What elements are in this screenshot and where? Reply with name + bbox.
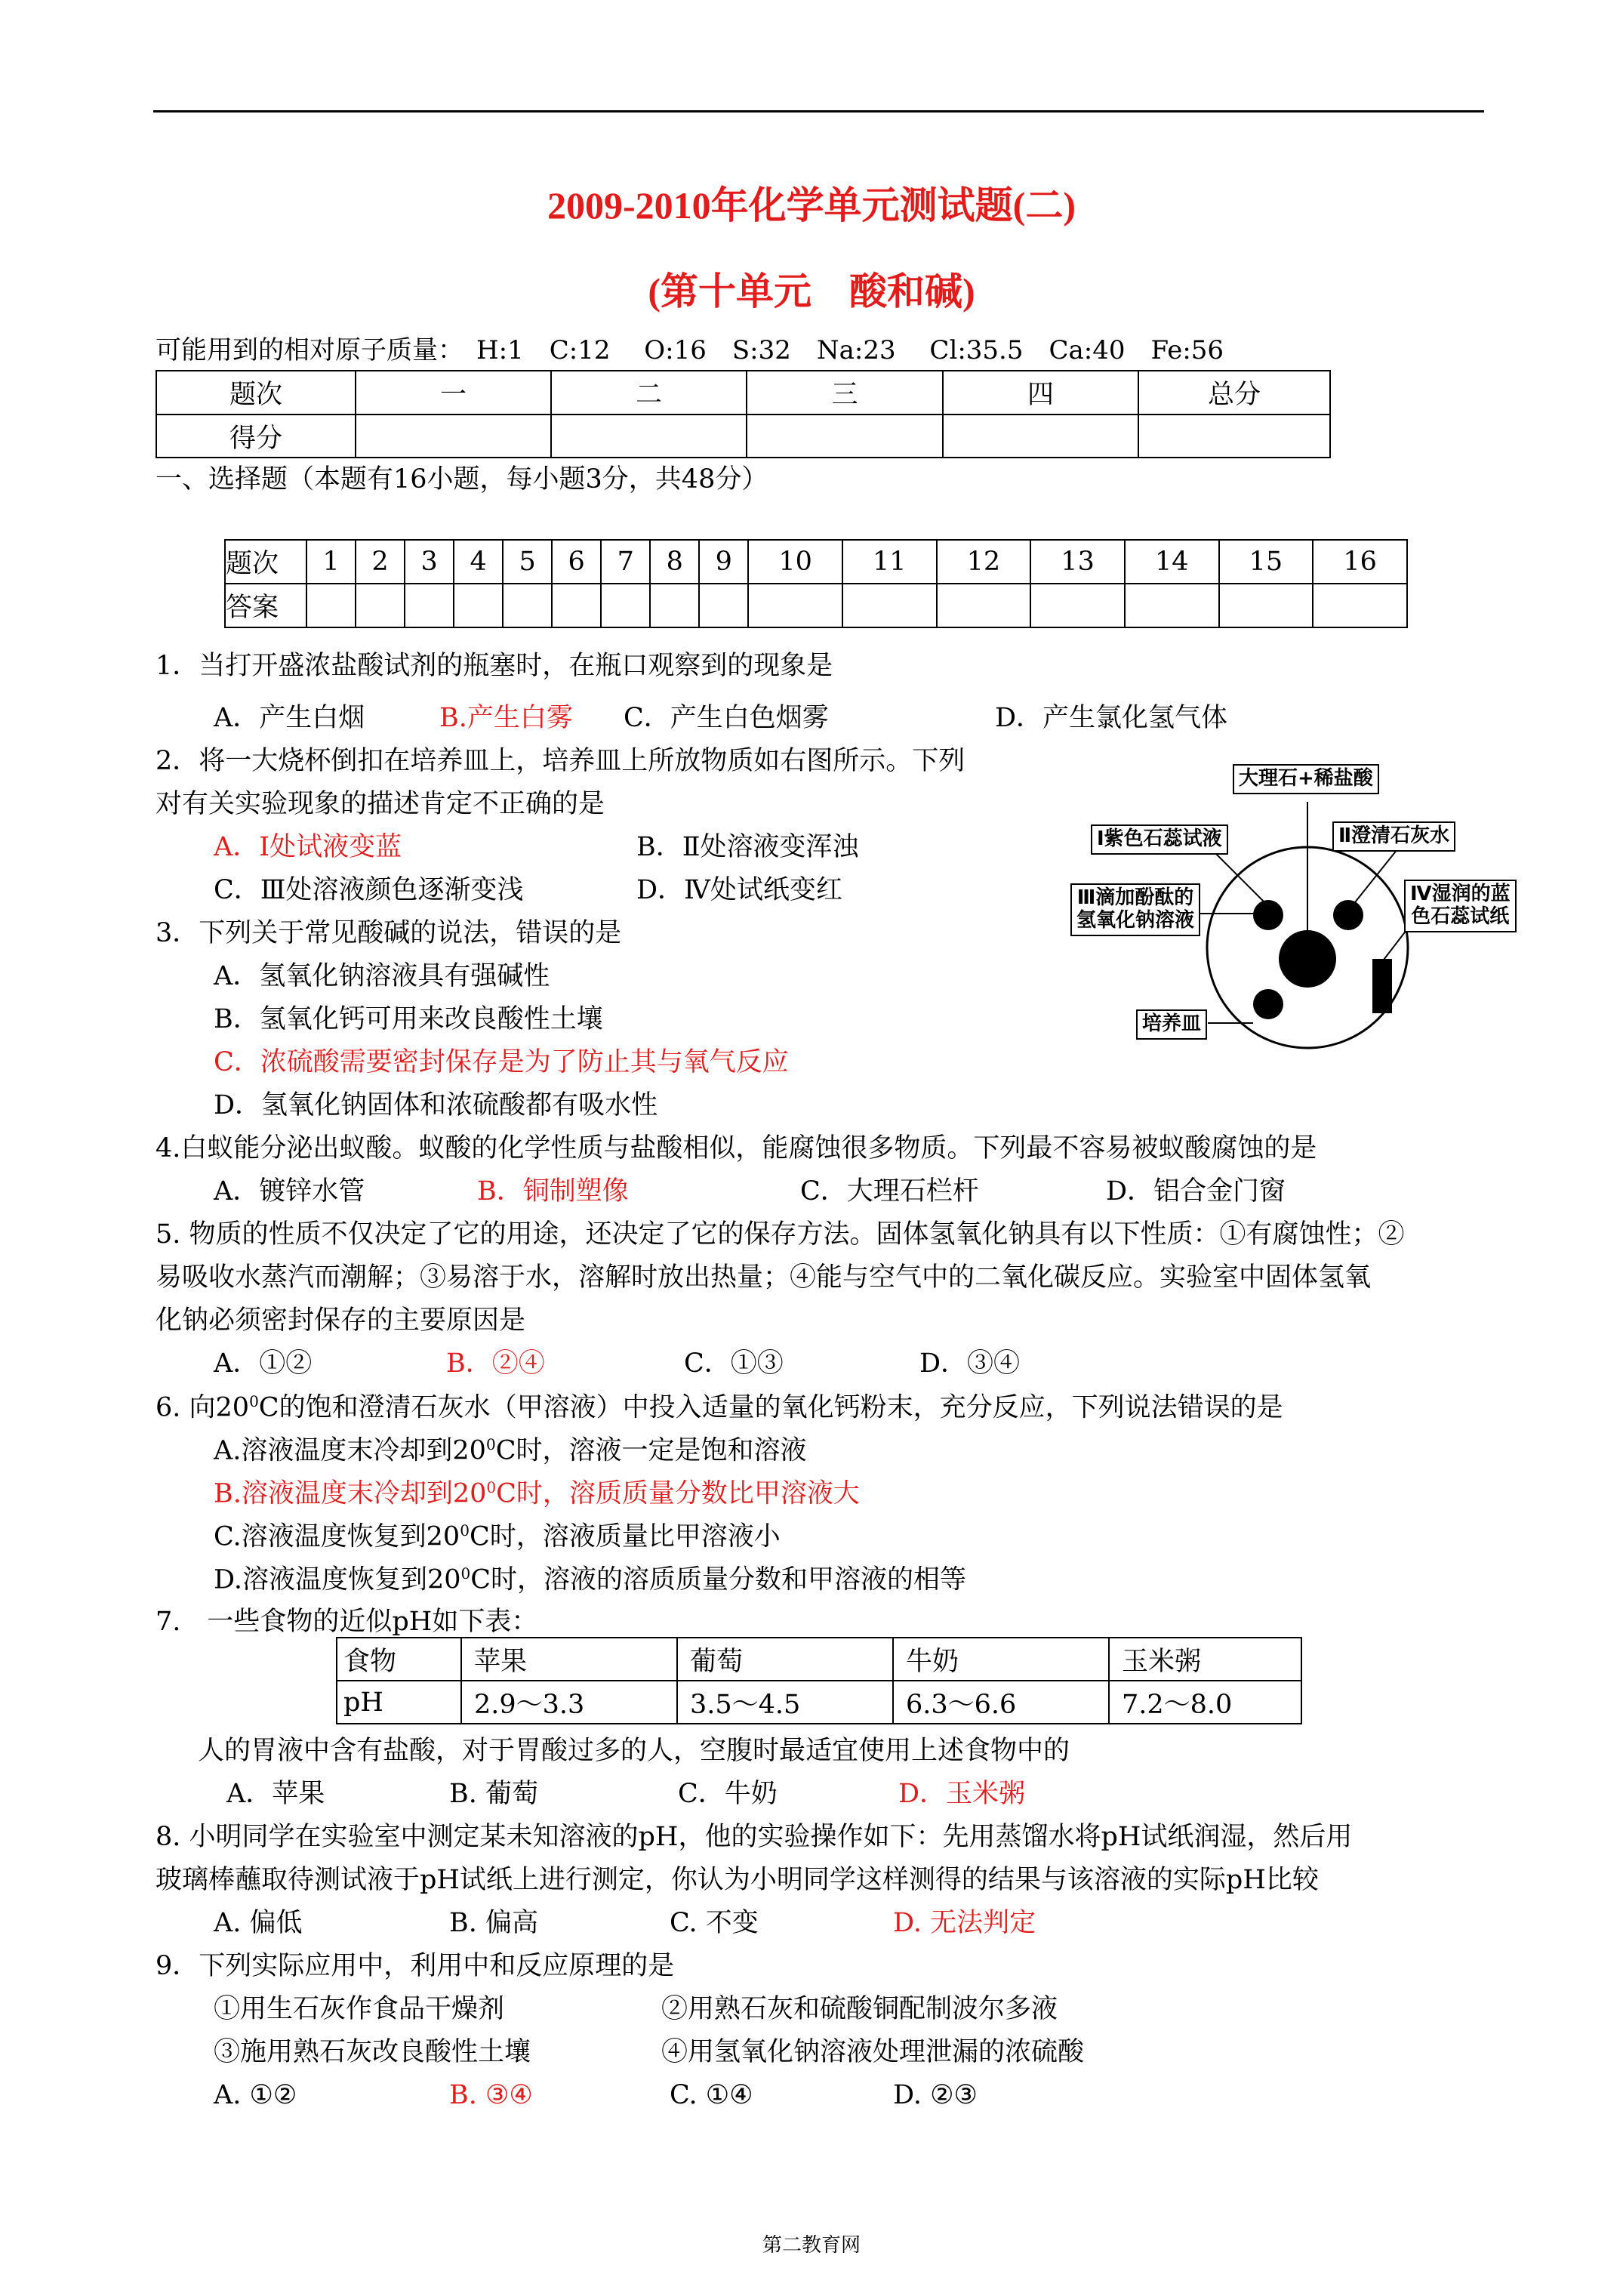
answer-cell[interactable] bbox=[1313, 584, 1407, 627]
answer-cell[interactable] bbox=[503, 584, 552, 627]
paper-iv bbox=[1372, 959, 1392, 1013]
answer-number-cell: 10 bbox=[748, 540, 842, 584]
score-cell[interactable] bbox=[1138, 415, 1330, 458]
q6-option-a bbox=[214, 1437, 806, 1465]
answer-number-cell: 2 bbox=[356, 540, 405, 584]
q9-item-2: ②用熟石灰和硫酸铜配制波尔多液 bbox=[661, 1994, 1058, 2024]
answer-number-cell: 11 bbox=[842, 540, 937, 584]
page-subtitle: (第十单元 酸和碱) bbox=[648, 270, 975, 313]
q5-option-c: C．①③ bbox=[684, 1348, 784, 1379]
label-iv-line1: Ⅳ湿润的蓝 bbox=[1410, 883, 1511, 905]
q9-stem: 9．下列实际应用中，利用中和反应原理的是 bbox=[156, 1951, 675, 1981]
q2-option-a: A．Ⅰ处试液变蓝 bbox=[214, 832, 402, 862]
section1-heading: 一、选择题（本题有16小题，每小题3分，共48分） bbox=[156, 464, 768, 495]
q7-option-c: C．牛奶 bbox=[678, 1779, 778, 1809]
q6-stem-pre: 6. 向20 bbox=[156, 1392, 250, 1423]
q6-stem-post: C的饱和澄清石灰水（甲溶液）中投入适量的氧化钙粉末，充分反应，下列说法错误的是 bbox=[258, 1392, 1283, 1423]
ph-table bbox=[336, 1637, 1302, 1724]
q1-option-b: B.产生白雾 bbox=[439, 703, 573, 733]
spot-i bbox=[1253, 900, 1283, 930]
q9-item-1: ①用生石灰作食品干燥剂 bbox=[214, 1994, 505, 2024]
q9-item-4: ④用氢氧化钠溶液处理泄漏的浓硫酸 bbox=[661, 2037, 1085, 2067]
q8-stem-line1: 8. 小明同学在实验室中测定某未知溶液的pH，他的实验操作如下：先用蒸馏水将pH试纸润湿，然后用 bbox=[156, 1822, 1353, 1852]
marble-spot bbox=[1279, 930, 1336, 988]
q9-option-a: A. ①② bbox=[214, 2080, 297, 2110]
q1-option-d: D．产生氯化氢气体 bbox=[995, 703, 1228, 733]
answer-row-label: 答案 bbox=[225, 584, 306, 627]
q6-stem bbox=[156, 1394, 1283, 1422]
answer-cell[interactable] bbox=[405, 584, 454, 627]
answer-cell[interactable] bbox=[601, 584, 650, 627]
q8-option-c: C. 不变 bbox=[670, 1908, 759, 1938]
q8-option-d: D. 无法判定 bbox=[893, 1908, 1036, 1938]
answer-cell[interactable] bbox=[748, 584, 842, 627]
score-header-cell: 四 bbox=[943, 371, 1138, 415]
answer-number-cell: 4 bbox=[454, 540, 503, 584]
ph-header-cell: 玉米粥 bbox=[1109, 1638, 1301, 1681]
ph-header-cell: 牛奶 bbox=[893, 1638, 1109, 1681]
q5-stem-line1: 5. 物质的性质不仅决定了它的用途，还决定了它的保存方法。固体氢氧化钠具有以下性质：①有腐蚀性；② bbox=[156, 1219, 1405, 1250]
q8-option-a: A. 偏低 bbox=[214, 1908, 303, 1938]
score-header-cell: 三 bbox=[747, 371, 943, 415]
ph-cell: 3.5～4.5 bbox=[677, 1681, 893, 1724]
q1-option-c: C．产生白色烟雾 bbox=[624, 703, 829, 733]
experiment-diagram bbox=[1064, 755, 1532, 1065]
answer-number-cell: 8 bbox=[650, 540, 699, 584]
q5-option-a: A．①② bbox=[214, 1348, 313, 1379]
score-cell[interactable] bbox=[747, 415, 943, 458]
ph-header-cell: 苹果 bbox=[461, 1638, 677, 1681]
q6-option-d bbox=[214, 1566, 966, 1594]
answer-number-cell: 6 bbox=[552, 540, 601, 584]
q6-b-pre: B.溶液温度末冷却到20 bbox=[214, 1478, 487, 1509]
score-header-cell: 题次 bbox=[156, 371, 356, 415]
q4-option-d: D．铝合金门窗 bbox=[1106, 1176, 1286, 1207]
answer-cell[interactable] bbox=[842, 584, 937, 627]
spot-ii bbox=[1333, 900, 1363, 930]
degree-sup: 0 bbox=[485, 1435, 496, 1453]
answer-number-cell: 3 bbox=[405, 540, 454, 584]
q7-stem: 7. 一些食物的近似pH如下表： bbox=[156, 1607, 538, 1637]
score-row-label: 得分 bbox=[156, 415, 356, 458]
ph-cell: pH bbox=[337, 1681, 461, 1724]
q1-stem: 1．当打开盛浓盐酸试剂的瓶塞时，在瓶口观察到的现象是 bbox=[156, 651, 833, 681]
q9-option-b: B. ③④ bbox=[449, 2080, 533, 2110]
q7-option-a: A．苹果 bbox=[226, 1779, 325, 1809]
answer-cell[interactable] bbox=[356, 584, 405, 627]
page-footer: 第二教育网 bbox=[762, 2234, 861, 2257]
score-table bbox=[156, 370, 1331, 458]
answer-number-cell: 5 bbox=[503, 540, 552, 584]
q9-item-3: ③施用熟石灰改良酸性土壤 bbox=[214, 2037, 531, 2067]
score-header-cell: 总分 bbox=[1138, 371, 1330, 415]
q3-stem: 3．下列关于常见酸碱的说法，错误的是 bbox=[156, 918, 622, 948]
answer-cell[interactable] bbox=[1125, 584, 1219, 627]
q9-option-c: C. ①④ bbox=[670, 2080, 753, 2110]
q6-a-pre: A.溶液温度末冷却到20 bbox=[214, 1435, 486, 1466]
q2-stem-line2: 对有关实验现象的描述肯定不正确的是 bbox=[156, 789, 605, 819]
ph-header-cell: 食物 bbox=[337, 1638, 461, 1681]
q4-option-b: B．铜制塑像 bbox=[477, 1176, 629, 1207]
q6-option-c bbox=[214, 1523, 781, 1551]
q1-option-a: A．产生白烟 bbox=[214, 703, 365, 733]
q7-stem2: 人的胃液中含有盐酸，对于胃酸过多的人，空腹时最适宜使用上述食物中的 bbox=[198, 1736, 1070, 1766]
score-cell[interactable] bbox=[356, 415, 551, 458]
q6-c-pre: C.溶液温度恢复到20 bbox=[214, 1521, 460, 1552]
answer-cell[interactable] bbox=[937, 584, 1031, 627]
answer-cell[interactable] bbox=[1219, 584, 1313, 627]
label-i: Ⅰ紫色石蕊试液 bbox=[1091, 824, 1228, 855]
q7-option-d: D．玉米粥 bbox=[898, 1779, 1026, 1809]
q4-option-c: C．大理石栏杆 bbox=[800, 1176, 979, 1207]
q2-option-c: C．Ⅲ处溶液颜色逐渐变浅 bbox=[214, 875, 524, 905]
answer-number-cell: 12 bbox=[937, 540, 1031, 584]
answer-cell[interactable] bbox=[650, 584, 699, 627]
label-top: 大理石+稀盐酸 bbox=[1233, 764, 1379, 794]
q3-option-c: C．浓硫酸需要密封保存是为了防止其与氧气反应 bbox=[214, 1047, 789, 1077]
score-cell[interactable] bbox=[943, 415, 1138, 458]
answer-row-label: 题次 bbox=[225, 540, 306, 584]
answer-number-cell: 7 bbox=[601, 540, 650, 584]
score-header-cell: 一 bbox=[356, 371, 551, 415]
degree-sup: 0 bbox=[460, 1521, 470, 1539]
q6-a-post: C时，溶液一定是饱和溶液 bbox=[495, 1435, 807, 1466]
q5-option-d: D．③④ bbox=[919, 1348, 1021, 1379]
label-dish: 培养皿 bbox=[1136, 1009, 1207, 1040]
spot-iii bbox=[1253, 989, 1283, 1019]
degree-sup: 0 bbox=[486, 1478, 497, 1496]
answer-table bbox=[224, 539, 1408, 628]
answer-number-cell: 13 bbox=[1030, 540, 1125, 584]
ph-cell: 6.3～6.6 bbox=[893, 1681, 1109, 1724]
q5-option-b: B．②④ bbox=[446, 1348, 545, 1379]
answer-cell[interactable] bbox=[552, 584, 601, 627]
atomic-masses: 可能用到的相对原子质量： H:1 C:12 O:16 S:32 Na:23 Cl:35.5 Ca:40 Fe:56 bbox=[156, 335, 1224, 365]
q8-option-b: B. 偏高 bbox=[449, 1908, 538, 1938]
ph-cell: 2.9～3.3 bbox=[461, 1681, 677, 1724]
top-rule bbox=[153, 110, 1484, 112]
q8-stem-line2: 玻璃棒蘸取待测试液于pH试纸上进行测定，你认为小明同学这样测得的结果与该溶液的实际pH比较 bbox=[156, 1865, 1319, 1895]
answer-number-cell: 16 bbox=[1313, 540, 1407, 584]
degree-sup: 0 bbox=[249, 1392, 259, 1410]
answer-cell[interactable] bbox=[454, 584, 503, 627]
label-iv-line2: 色石蕊试纸 bbox=[1411, 905, 1510, 928]
q6-d-pre: D.溶液温度恢复到20 bbox=[214, 1564, 461, 1595]
answer-number-cell: 14 bbox=[1125, 540, 1219, 584]
page-title: 2009-2010年化学单元测试题(二) bbox=[547, 184, 1076, 227]
q9-option-d: D. ②③ bbox=[893, 2080, 978, 2110]
q6-b-post: C时，溶质质量分数比甲溶液大 bbox=[496, 1478, 860, 1509]
q7-option-b: B. 葡萄 bbox=[449, 1779, 538, 1809]
q4-stem: 4.白蚁能分泌出蚁酸。蚁酸的化学性质与盐酸相似，能腐蚀很多物质。下列最不容易被蚁酸腐蚀的是 bbox=[156, 1133, 1317, 1163]
q5-stem-line3: 化钠必须密封保存的主要原因是 bbox=[156, 1305, 526, 1336]
q2-option-b: B．Ⅱ处溶液变浑浊 bbox=[636, 832, 859, 862]
score-cell[interactable] bbox=[551, 415, 747, 458]
q5-stem-line2: 易吸收水蒸汽而潮解；③易溶于水，溶解时放出热量；④能与空气中的二氧化碳反应。实验室中固体氢氧 bbox=[156, 1262, 1372, 1293]
label-iv bbox=[1404, 880, 1517, 932]
q2-option-d: D．Ⅳ处试纸变红 bbox=[636, 875, 843, 905]
answer-number-cell: 15 bbox=[1219, 540, 1313, 584]
label-iii bbox=[1070, 883, 1200, 936]
label-iii-line2: 氢氧化钠溶液 bbox=[1076, 908, 1195, 932]
label-iii-line1: Ⅲ滴加酚酞的 bbox=[1076, 886, 1194, 909]
q2-stem-line1: 2．将一大烧杯倒扣在培养皿上，培养皿上所放物质如右图所示。下列 bbox=[156, 746, 965, 776]
ph-header-cell: 葡萄 bbox=[677, 1638, 893, 1681]
q6-option-b bbox=[214, 1480, 860, 1508]
score-header-cell: 二 bbox=[551, 371, 747, 415]
answer-cell[interactable] bbox=[699, 584, 748, 627]
answer-cell[interactable] bbox=[1030, 584, 1125, 627]
ph-cell: 7.2～8.0 bbox=[1109, 1681, 1301, 1724]
q6-c-post: C时，溶液质量比甲溶液小 bbox=[469, 1521, 781, 1552]
degree-sup: 0 bbox=[460, 1564, 471, 1583]
q3-option-b: B．氢氧化钙可用来改良酸性土壤 bbox=[214, 1004, 603, 1034]
answer-number-cell: 1 bbox=[306, 540, 356, 584]
label-ii: Ⅱ澄清石灰水 bbox=[1332, 821, 1455, 852]
q3-option-d: D．氢氧化钠固体和浓硫酸都有吸水性 bbox=[214, 1090, 658, 1120]
q3-option-a: A．氢氧化钠溶液具有强碱性 bbox=[214, 961, 550, 991]
answer-number-cell: 9 bbox=[699, 540, 748, 584]
answer-cell[interactable] bbox=[306, 584, 356, 627]
q6-d-post: C时，溶液的溶质质量分数和甲溶液的相等 bbox=[470, 1564, 967, 1595]
q4-option-a: A．镀锌水管 bbox=[214, 1176, 365, 1207]
